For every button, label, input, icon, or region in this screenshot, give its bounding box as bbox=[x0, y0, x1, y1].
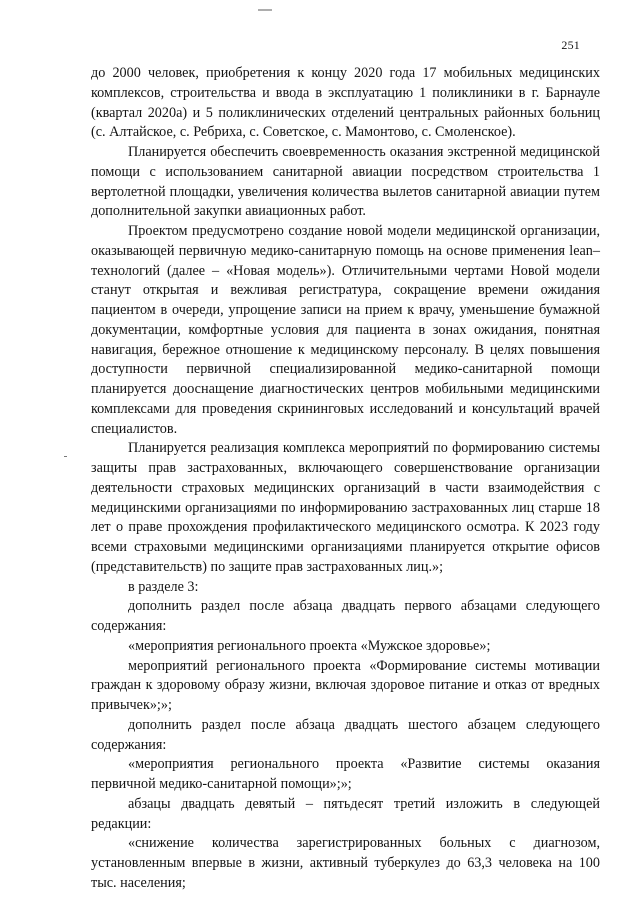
paragraph: дополнить раздел после абзаца двадцать шестого абзацем следующего содержания: bbox=[91, 716, 600, 753]
scan-artifact-mark bbox=[258, 9, 272, 11]
paragraph: Планируется реализация комплекса мероприятий по формированию системы защиты прав застрахованных, включающего совершенствование организации деятельности страховых медицинских организаций в части взаимодействия с медицинскими организациями по информированию застрахованных лиц старше 18 лет о праве прохождения профилактического медицинского осмотра. К 2023 году всеми страховыми медицинскими организациями планируется открытие офисов (представительств) по защите прав застрахованных лиц.»; bbox=[91, 440, 600, 575]
paragraph: до 2000 человек, приобретения к концу 2020 года 17 мобильных медицинских комплексов, строительства и ввода в эксплуатацию 1 поликлиники в г. Барнауле (квартал 2020а) и 5 поликлинических отделений центральных районных больниц (с. Алтайское, с. Ребриха, с. Советское, с. Мамонтово, с. Смоленское). bbox=[91, 65, 600, 141]
paragraph: абзацы двадцать девятый – пятьдесят третий изложить в следующей редакции: bbox=[91, 795, 600, 832]
document-body bbox=[91, 64, 600, 894]
margin-tick-mark bbox=[64, 456, 67, 457]
paragraph: Планируется обеспечить своевременность оказания экстренной медицинской помощи с использованием санитарной авиации посредством строительства 1 вертолетной площадки, увеличения количества вылетов санитарной авиации путем дополнительной закупки авиационных работ. bbox=[91, 144, 600, 220]
paragraph: дополнить раздел после абзаца двадцать первого абзацами следующего содержания: bbox=[91, 598, 600, 634]
paragraph: в разделе 3: bbox=[128, 578, 199, 595]
page-number: 251 bbox=[561, 38, 580, 52]
paragraph: «мероприятия регионального проекта «Развитие системы оказания первичной медико-санитарной помощи»;»; bbox=[91, 756, 600, 792]
paragraph: «мероприятия регионального проекта «Мужское здоровье»; bbox=[128, 637, 491, 654]
paragraph: «снижение количества зарегистрированных больных с диагнозом, установленным впервые в жизни, активный туберкулез до 63,3 человека на 100 тыс. населения; bbox=[91, 835, 600, 891]
paragraph: Проектом предусмотрено создание новой модели медицинской организации, оказывающей первичную медико-санитарную помощь на основе применения lean–технологий (далее – «Новая модель»). Отличительными чертами Новой модели станут открытая и вежливая регистратура, сокращение времени ожидания пациентом в очереди, упрощение записи на прием к врачу, уменьшение бумажной документации, комфортные условия для пациента в зонах ожидания, понятная навигация, бережное отношение к медицинскому персоналу. В целях повышения доступности первичной специализированной медико-санитарной помощи планируется дооснащение диагностических центров мобильными медицинскими комплексами для проведения скрининговых исследований и консультаций врачей специалистов. bbox=[91, 223, 600, 437]
paragraph: мероприятий регионального проекта «Формирование системы мотивации граждан к здоровому образу жизни, включая здоровое питание и отказ от вредных привычек»;»; bbox=[91, 657, 600, 713]
